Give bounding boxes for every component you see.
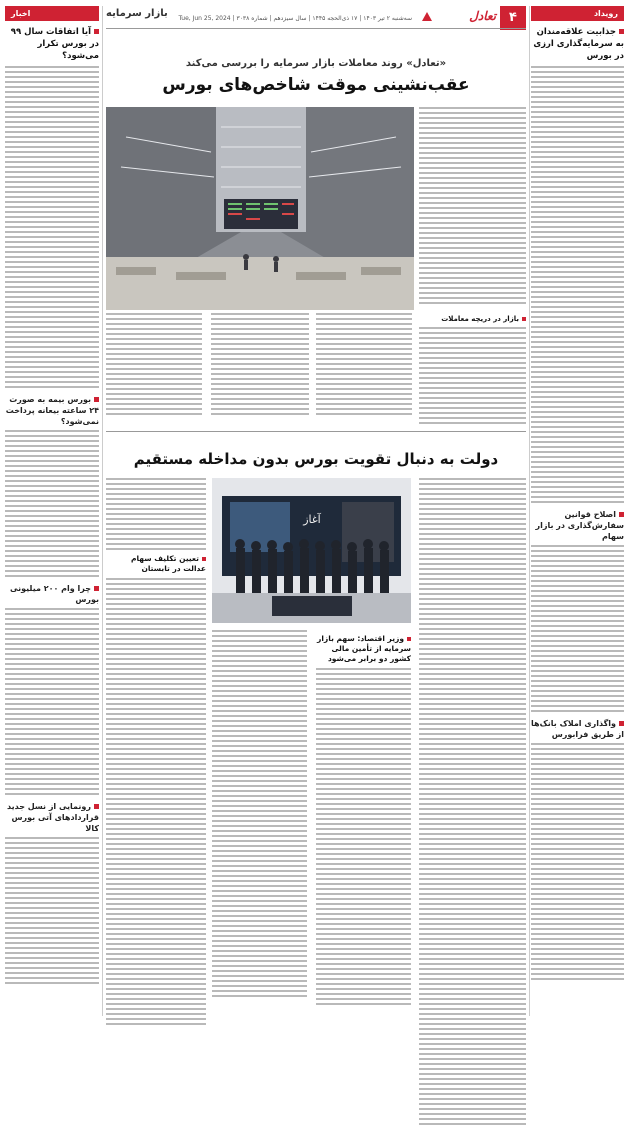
article-text	[212, 630, 307, 1010]
bullet-square-icon	[619, 29, 624, 34]
article-text	[419, 478, 526, 1010]
right-news-column	[531, 6, 624, 1016]
left-news-column	[5, 6, 99, 1016]
bullet-square-icon	[619, 721, 624, 726]
bullet-square-icon	[619, 512, 624, 517]
news-item-title[interactable]: آیا اتفاقات سال ۹۹ در بورس تکرار می‌شود؟	[10, 27, 99, 61]
bullet-square-icon	[94, 29, 99, 34]
article-text	[5, 837, 99, 984]
column-divider	[529, 6, 530, 1016]
article-text	[531, 66, 624, 503]
stock-exchange-hall-photo	[106, 107, 414, 310]
ceremony-photo	[212, 478, 411, 623]
section-label: اخبار	[5, 6, 99, 21]
bullet-square-icon	[94, 397, 99, 402]
divider	[106, 431, 526, 432]
svg-text:آغاز: آغاز	[303, 513, 321, 526]
issue-date-line: سه‌شنبه ۲ تیر ۱۴۰۳ | ۱۷ ذی‌الحجه ۱۴۴۵ | سال سیزدهم | شماره ۳۰۳۸ | Tue, Jun 25, 2024	[178, 15, 412, 22]
news-item-title[interactable]: اصلاح قوانین سفارش‌گذاری در بازار سهام	[535, 510, 624, 541]
bullet-square-icon	[202, 557, 206, 561]
article-subhead: وزیر اقتصاد: سهم بازار سرمایه از تأمین مالی کشور دو برابر می‌شود	[317, 634, 411, 663]
lead-kicker: «تعادل» روند معاملات بازار سرمایه را بررسی می‌کند	[185, 58, 447, 69]
article-subhead: بازار در دریچه معاملات	[419, 315, 526, 323]
article-text	[419, 313, 526, 425]
logo-triangle-icon	[422, 12, 432, 21]
article-text	[106, 313, 202, 423]
article-text	[531, 743, 624, 980]
news-item-title[interactable]: جذابیت علاقه‌مندان به سرمایه‌گذاری ارزی در بورس	[533, 27, 624, 61]
news-item-title[interactable]: رونمایی از نسل جدید قراردادهای آتی بورس کالا	[6, 802, 99, 833]
news-item-title[interactable]: واگذاری املاک بانک‌ها از طریق فرابورس	[531, 719, 624, 739]
newspaper-logo: تعادل	[469, 9, 496, 23]
bullet-square-icon	[407, 637, 411, 641]
article-text	[419, 107, 526, 312]
page-masthead	[106, 6, 526, 30]
article-text	[106, 478, 206, 1010]
second-headline[interactable]: دولت به دنبال تقویت بورس بدون مداخله مستقیم	[133, 450, 499, 468]
article-subhead: تعیین تکلیف سهام عدالت در تابستان	[130, 554, 206, 573]
article-text	[316, 630, 411, 1010]
article-text	[5, 430, 99, 577]
section-label: رویداد	[531, 6, 624, 21]
page-number: ۴	[500, 6, 526, 30]
section-title: بازار سرمایه	[106, 8, 168, 19]
article-text	[5, 608, 99, 795]
bullet-square-icon	[94, 586, 99, 591]
article-text	[211, 313, 309, 423]
article-text	[316, 313, 412, 423]
bullet-square-icon	[94, 804, 99, 809]
column-divider	[102, 6, 103, 1016]
bullet-square-icon	[522, 317, 526, 321]
news-item-title[interactable]: بورس بیمه به صورت ۲۴ ساعته بیعانه پرداخت نمی‌شود؟	[5, 395, 99, 426]
article-text	[531, 545, 624, 712]
lead-headline[interactable]: عقب‌نشینی موقت شاخص‌های بورس	[162, 75, 470, 95]
divider	[106, 28, 526, 29]
news-item-title[interactable]: چرا وام ۲۰۰ میلیونی بورس	[10, 584, 99, 604]
article-text	[5, 66, 99, 388]
